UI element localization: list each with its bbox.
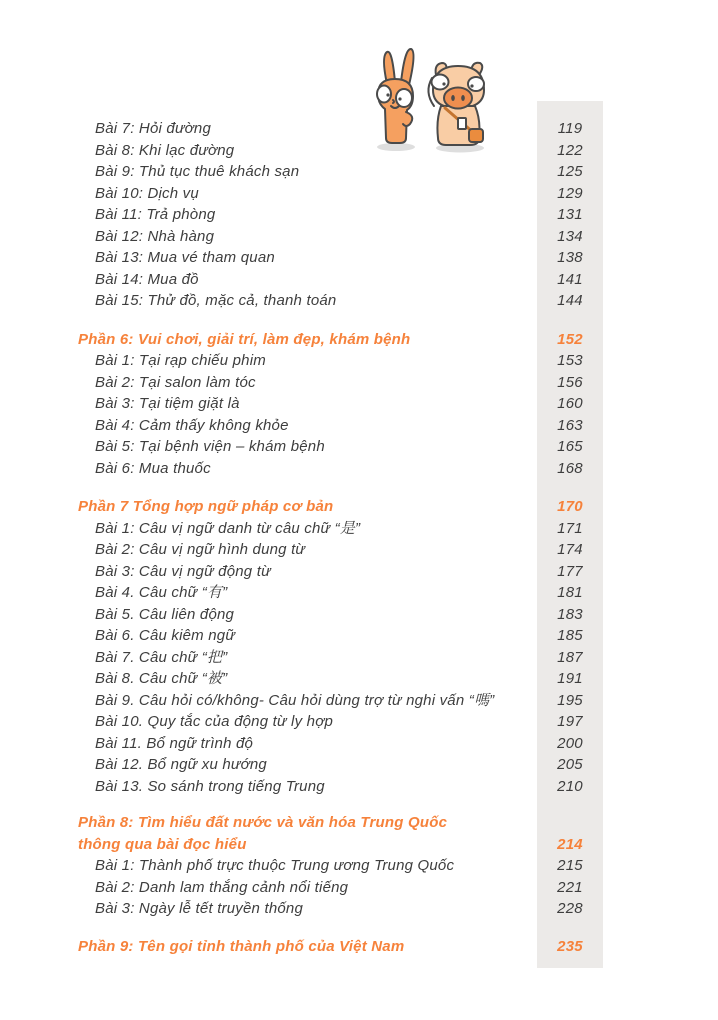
toc-page-number: 138 bbox=[557, 249, 583, 266]
toc-entry-title: Bài 11: Trả phòng bbox=[95, 206, 216, 223]
toc-entry-title: Bài 11. Bổ ngữ trình độ bbox=[95, 734, 254, 752]
toc-section bbox=[0, 936, 718, 958]
toc-entry bbox=[0, 776, 718, 798]
toc-entry bbox=[0, 604, 718, 626]
toc-page-number: 221 bbox=[557, 878, 583, 896]
toc-page-number: 195 bbox=[557, 691, 583, 709]
toc-entry bbox=[0, 539, 718, 561]
toc-section-header bbox=[0, 496, 718, 518]
toc-entry-title: Bài 15: Thử đồ, mặc cả, thanh toán bbox=[95, 292, 337, 309]
toc-page-number: 156 bbox=[557, 373, 583, 391]
toc-page-number: 144 bbox=[557, 292, 583, 309]
toc-entry bbox=[0, 711, 718, 733]
toc-page-number: 210 bbox=[557, 777, 583, 795]
toc-entry-title: Bài 8: Khi lạc đường bbox=[95, 141, 235, 159]
toc-entry-title: Bài 3: Ngày lễ tết truyền thống bbox=[95, 900, 303, 917]
toc-entry bbox=[0, 350, 718, 372]
toc-page-number: 129 bbox=[557, 184, 583, 202]
toc-page-number: 134 bbox=[557, 227, 583, 245]
toc-entry-title: Bài 14: Mua đồ bbox=[95, 270, 199, 288]
toc-section bbox=[0, 329, 718, 480]
toc-entry-title: Bài 1: Câu vị ngữ danh từ câu chữ “是” bbox=[95, 519, 361, 537]
toc-entry-title: Bài 10. Quy tắc của động từ ly hợp bbox=[95, 713, 334, 730]
toc-page-number: 177 bbox=[557, 562, 583, 580]
toc-section-header bbox=[0, 834, 718, 856]
toc-section-title: Phần 8: Tìm hiểu đất nước và văn hóa Trung Quốc bbox=[78, 814, 448, 831]
toc-page-number: 181 bbox=[557, 584, 583, 601]
toc-entry-title: Bài 1: Thành phố trực thuộc Trung ương Trung Quốc bbox=[95, 857, 455, 874]
toc-page-number: 125 bbox=[557, 163, 583, 180]
toc-page-number: 228 bbox=[557, 900, 583, 917]
toc-entry bbox=[0, 226, 718, 248]
toc-section-header bbox=[0, 936, 718, 958]
toc-entry-title: Bài 2: Câu vị ngữ hình dung từ bbox=[95, 541, 306, 558]
toc-entry bbox=[0, 582, 718, 604]
toc-entry bbox=[0, 754, 718, 776]
toc-entry-title: Bài 10: Dịch vụ bbox=[95, 184, 199, 202]
toc-page-number: 165 bbox=[557, 438, 583, 455]
toc-entry bbox=[0, 161, 718, 183]
toc-page-number: 183 bbox=[557, 605, 583, 623]
toc-page-number: 131 bbox=[557, 206, 583, 223]
toc-entry bbox=[0, 458, 718, 480]
toc-entry-title: Bài 6. Câu kiêm ngữ bbox=[95, 627, 236, 644]
toc-entry bbox=[0, 393, 718, 415]
toc-entry bbox=[0, 877, 718, 899]
toc-entry-title: Bài 2: Danh lam thắng cảnh nổi tiếng bbox=[95, 878, 349, 896]
toc-entry-title: Bài 5: Tại bệnh viện – khám bệnh bbox=[95, 438, 325, 455]
toc-entry bbox=[0, 140, 718, 162]
toc-section bbox=[0, 496, 718, 797]
toc-entry-title: Bài 13. So sánh trong tiếng Trung bbox=[95, 777, 325, 795]
toc-page-number: 191 bbox=[557, 670, 583, 687]
toc-page-number: 205 bbox=[557, 756, 583, 773]
toc-entry-title: Bài 7: Hỏi đường bbox=[95, 120, 212, 137]
toc-entry-title: Bài 6: Mua thuốc bbox=[95, 459, 211, 477]
toc-entry bbox=[0, 898, 718, 920]
toc-entry-title: Bài 3: Tại tiệm giặt là bbox=[95, 395, 240, 412]
toc-page-number: 214 bbox=[557, 835, 583, 853]
toc-page-number: 122 bbox=[557, 141, 583, 159]
toc-entry bbox=[0, 855, 718, 877]
toc-page-number: 174 bbox=[557, 541, 583, 558]
toc-entry-title: Bài 1: Tại rạp chiếu phim bbox=[95, 352, 266, 369]
toc-entry-title: Bài 2: Tại salon làm tóc bbox=[95, 373, 256, 391]
toc-page-number: 197 bbox=[557, 713, 583, 730]
toc-entry bbox=[0, 733, 718, 755]
toc-section-title: thông qua bài đọc hiểu bbox=[78, 835, 247, 853]
toc-entry bbox=[0, 518, 718, 540]
toc-entry-title: Bài 13: Mua vé tham quan bbox=[95, 249, 275, 266]
toc-page-number: 170 bbox=[557, 498, 583, 515]
toc-entry bbox=[0, 204, 718, 226]
toc-entry bbox=[0, 690, 718, 712]
toc-section bbox=[0, 118, 718, 312]
toc-entry-title: Bài 12. Bổ ngữ xu hướng bbox=[95, 756, 267, 773]
toc-page-number: 200 bbox=[557, 734, 583, 752]
toc-entry bbox=[0, 269, 718, 291]
toc-list bbox=[0, 118, 718, 957]
toc-page-number: 160 bbox=[557, 395, 583, 412]
toc-entry-title: Bài 8. Câu chữ “被” bbox=[95, 670, 228, 687]
toc-page-number: 163 bbox=[557, 416, 583, 434]
toc-entry-title: Bài 4. Câu chữ “有” bbox=[95, 584, 228, 601]
toc-entry bbox=[0, 436, 718, 458]
toc-entry bbox=[0, 668, 718, 690]
toc-entry-title: Bài 3: Câu vị ngữ động từ bbox=[95, 562, 271, 580]
toc-entry-title: Bài 4: Cảm thấy không khỏe bbox=[95, 416, 289, 434]
toc-entry-title: Bài 9: Thủ tục thuê khách sạn bbox=[95, 163, 300, 180]
toc-page-number: 187 bbox=[557, 648, 583, 666]
toc-section-title: Phần 6: Vui chơi, giải trí, làm đẹp, khám bệnh bbox=[78, 330, 411, 348]
toc-section-title: Phần 7 Tổng hợp ngữ pháp cơ bản bbox=[78, 498, 334, 515]
toc-entry-title: Bài 7. Câu chữ “把” bbox=[95, 648, 228, 666]
toc-page-number: 235 bbox=[557, 937, 583, 955]
toc-page-number: 185 bbox=[557, 627, 583, 644]
toc-entry bbox=[0, 118, 718, 140]
toc-entry bbox=[0, 247, 718, 269]
toc-entry-title: Bài 5. Câu liên động bbox=[95, 605, 235, 623]
toc-entry bbox=[0, 625, 718, 647]
toc-entry bbox=[0, 561, 718, 583]
toc-page-number: 215 bbox=[557, 857, 583, 874]
toc-entry-title: Bài 12: Nhà hàng bbox=[95, 227, 215, 245]
toc-page-number: 171 bbox=[557, 519, 583, 537]
toc-entry bbox=[0, 647, 718, 669]
toc-page-number: 153 bbox=[557, 352, 583, 369]
toc-section-header bbox=[0, 812, 718, 834]
toc-section-header bbox=[0, 329, 718, 351]
toc-entry-title: Bài 9. Câu hỏi có/không- Câu hỏi dùng trợ từ nghi vấn “嗎” bbox=[95, 691, 495, 709]
toc-section bbox=[0, 812, 718, 920]
toc-page-number: 141 bbox=[557, 270, 583, 288]
toc-page-number: 119 bbox=[557, 120, 583, 137]
toc-entry bbox=[0, 372, 718, 394]
toc-page-number: 168 bbox=[557, 459, 583, 477]
toc-section-title: Phần 9: Tên gọi tỉnh thành phố của Việt Nam bbox=[78, 937, 405, 955]
toc-entry bbox=[0, 415, 718, 437]
toc-page-number: 152 bbox=[557, 330, 583, 348]
toc-entry bbox=[0, 290, 718, 312]
toc-entry bbox=[0, 183, 718, 205]
